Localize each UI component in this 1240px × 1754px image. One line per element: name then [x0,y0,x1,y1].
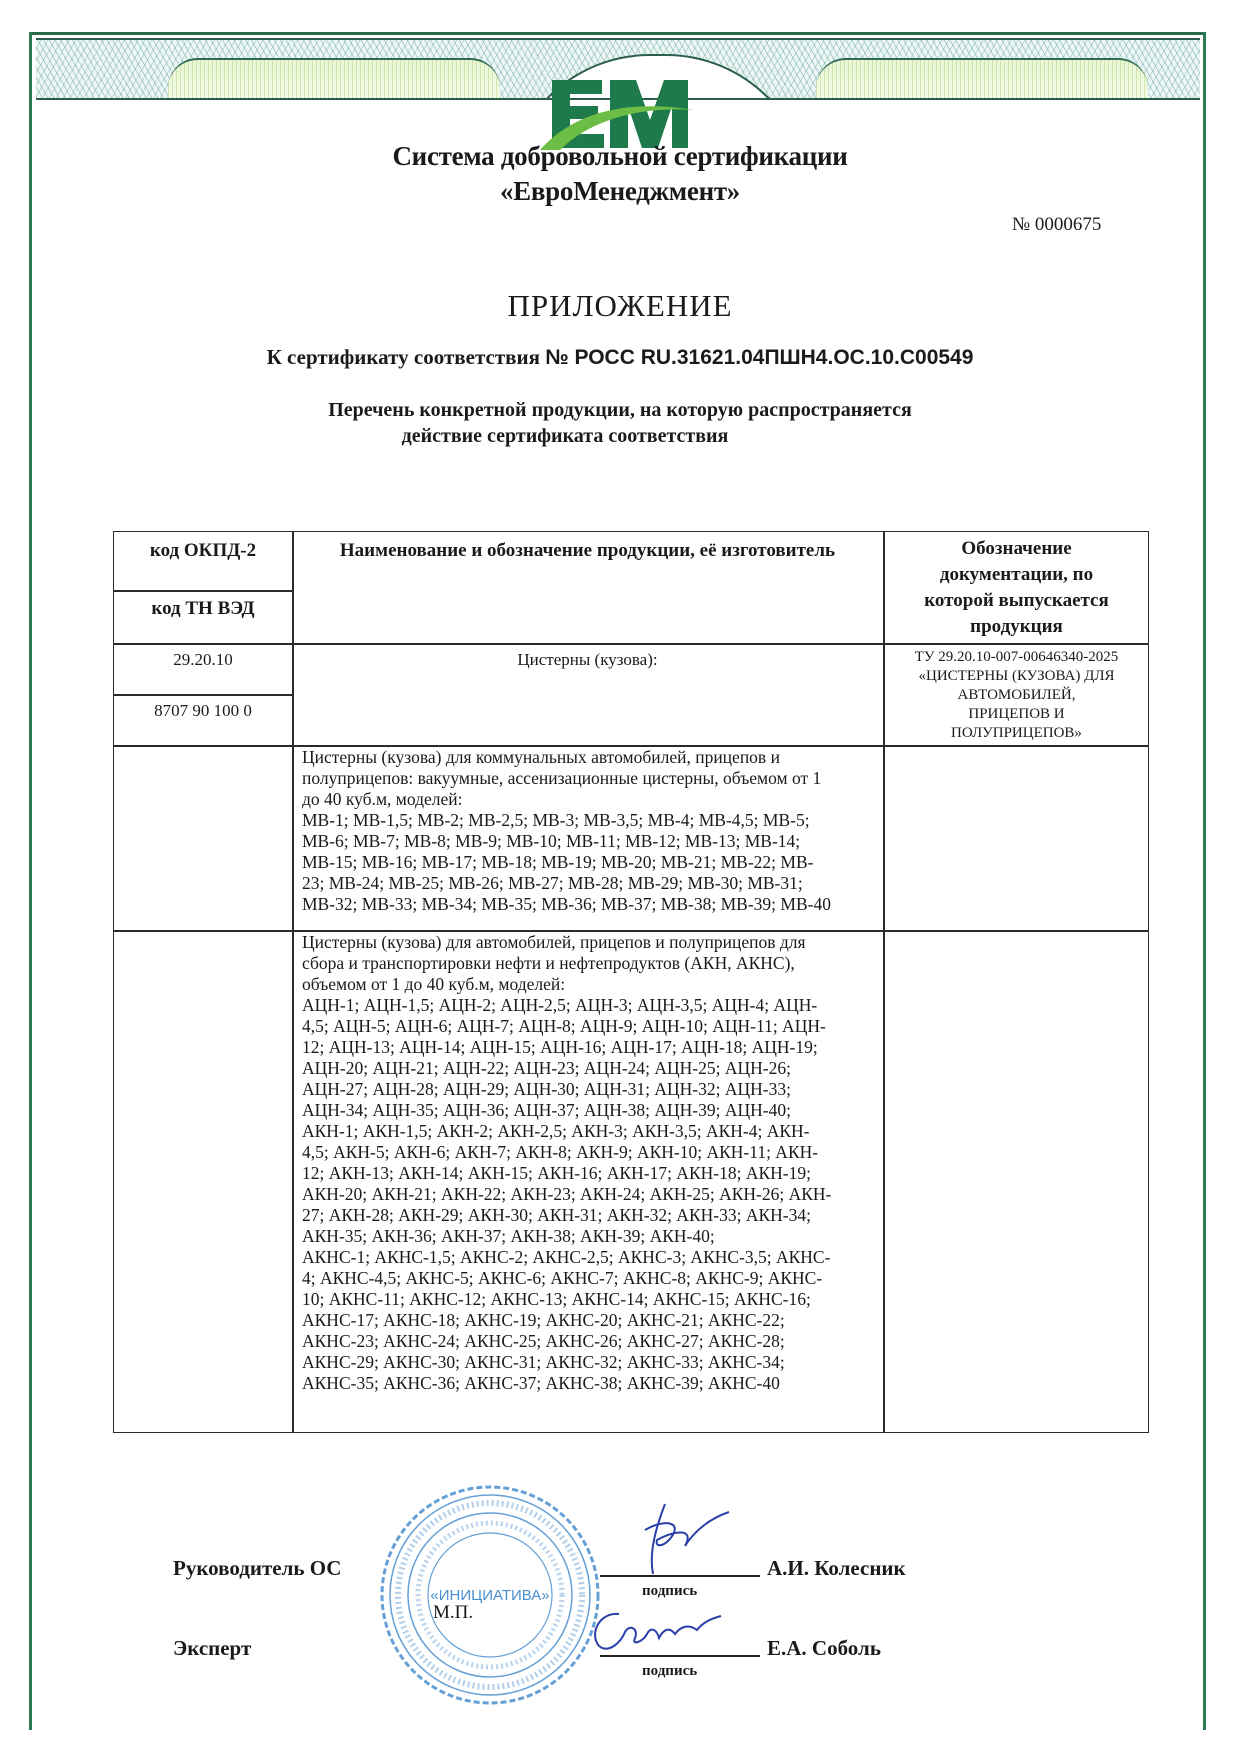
head-role-label: Руководитель ОС [173,1556,342,1580]
header-doc-line: документации, по [939,564,1094,585]
text-line: АКНС-1; АКНС-1,5; АКНС-2; АКНС-2,5; АКНС-3; АКНС-3,5; АКНС- [302,1247,831,1267]
text-line: АКНС-23; АКНС-24; АКНС-25; АКНС-26; АКНС-27; АКНС-28; [302,1331,785,1351]
stamp-mp-label: М.П. [433,1602,474,1623]
text-line: МВ-15; МВ-16; МВ-17; МВ-18; МВ-19; МВ-20; МВ-21; МВ-22; МВ- [302,852,814,872]
text-line: АКН-20; АКН-21; АКН-22; АКН-23; АКН-24; АКН-25; АКН-26; АКН- [302,1184,832,1204]
row1-documentation [883,648,1150,743]
doc-line: ПРИЦЕПОВ И [968,706,1065,722]
row2-product-description [292,747,883,915]
banner-panel-right [816,58,1148,100]
document-number: № 0000675 [1012,214,1102,235]
text-line: АЦН-1; АЦН-1,5; АЦН-2; АЦН-2,5; АЦН-3; АЦН-3,5; АЦН-4; АЦН- [302,995,818,1015]
text-line: 4,5; АКН-5; АКН-6; АКН-7; АКН-8; АКН-9; АКН-10; АКН-11; АКН- [302,1142,819,1162]
text-line: Цистерны (кузова) для автомобилей, прицепов и полуприцепов для [302,932,806,952]
stamp-text: «ИНИЦИАТИВА» [430,1587,550,1604]
text-line: 4; АКНС-4,5; АКНС-5; АКНС-6; АКНС-7; АКНС-8; АКНС-9; АКНС- [302,1268,823,1288]
expert-name: Е.А. Соболь [767,1636,881,1660]
head-signature-caption: подпись [642,1583,698,1599]
org-name-line1: Система добровольной сертификации [392,141,848,171]
org-name-line2: «ЕвроМенеджмент» [499,176,741,206]
text-line: Цистерны (кузова) для коммунальных автомобилей, прицепов и [302,747,780,767]
text-line: АКНС-17; АКНС-18; АКНС-19; АКНС-20; АКНС-21; АКНС-22; [302,1310,785,1330]
text-line: до 40 куб.м, моделей: [302,789,463,809]
doc-line: ПОЛУПРИЦЕПОВ» [951,725,1082,741]
text-line: АЦН-20; АЦН-21; АЦН-22; АЦН-23; АЦН-24; АЦН-25; АЦН-26; [302,1058,791,1078]
header-code-divider [114,590,292,592]
doc-line: АВТОМОБИЛЕЙ, [957,687,1076,703]
text-line: полуприцепов: вакуумные, ассенизационные цистерны, объемом от 1 [302,768,822,788]
scope-heading [0,397,1240,449]
header-doc-line: продукция [970,616,1063,637]
text-line: 12; АЦН-13; АЦН-14; АЦН-15; АЦН-16; АЦН-17; АЦН-18; АЦН-19; [302,1037,818,1057]
certificate-reference [0,345,1240,370]
head-name: А.И. Колесник [767,1556,906,1580]
header-doc-line: которой выпускается [924,590,1109,611]
text-line: АКН-1; АКН-1,5; АКН-2; АКН-2,5; АКН-3; АКН-3,5; АКН-4; АКН- [302,1121,810,1141]
products-table [113,531,1149,1433]
text-line: 4,5; АЦН-5; АЦН-6; АЦН-7; АЦН-8; АЦН-9; АЦН-10; АЦН-11; АЦН- [302,1016,826,1036]
text-line: 27; АКН-28; АКН-29; АКН-30; АКН-31; АКН-32; АКН-33; АКН-34; [302,1205,811,1225]
header-tnved: код ТН ВЭД [151,598,255,619]
scope-line1: Перечень конкретной продукции, на которую распространяется [328,399,912,421]
scope-line2: действие сертификата соответствия [401,425,729,447]
page-title: ПРИЛОЖЕНИЕ [507,288,733,323]
header-okpd: код ОКПД-2 [149,540,257,561]
organization-stamp-icon [378,1483,602,1707]
row1-okpd-code: 29.20.10 [173,650,233,669]
expert-signature-icon [585,1608,725,1658]
text-line: 10; АКНС-11; АКНС-12; АКНС-13; АКНС-14; АКНС-15; АКНС-16; [302,1289,811,1309]
text-line: АЦН-34; АЦН-35; АЦН-36; АЦН-37; АЦН-38; АЦН-39; АЦН-40; [302,1100,791,1120]
text-line: сбора и транспортировки нефти и нефтепродуктов (АКН, АКНС), [302,953,795,973]
page-frame-right [1203,32,1206,1730]
row1-code-divider [114,694,292,696]
page-frame-top [29,32,1206,35]
expert-signature-caption: подпись [642,1663,698,1679]
header-doc-line: Обозначение [961,538,1072,559]
text-line: МВ-1; МВ-1,5; МВ-2; МВ-2,5; МВ-3; МВ-3,5; МВ-4; МВ-4,5; МВ-5; [302,810,810,830]
text-line: МВ-32; МВ-33; МВ-34; МВ-35; МВ-36; МВ-37; МВ-38; МВ-39; МВ-40 [302,894,831,914]
text-line: 23; МВ-24; МВ-25; МВ-26; МВ-27; МВ-28; МВ-29; МВ-30; МВ-31; [302,873,803,893]
doc-line: «ЦИСТЕРНЫ (КУЗОВА) ДЛЯ [918,668,1115,684]
text-line: 12; АКН-13; АКН-14; АКН-15; АКН-16; АКН-17; АКН-18; АКН-19; [302,1163,811,1183]
text-line: АКНС-35; АКНС-36; АКНС-37; АКНС-38; АКНС-39; АКНС-40 [302,1373,780,1393]
banner-panel-left [168,58,500,100]
head-signature-icon [625,1500,735,1580]
row1-product-name: Цистерны (кузова): [517,650,658,669]
text-line: АКНС-29; АКНС-30; АКНС-31; АКНС-32; АКНС-33; АКНС-34; [302,1352,785,1372]
text-line: объемом от 1 до 40 куб.м, моделей: [302,974,566,994]
text-line: АЦН-27; АЦН-28; АЦН-29; АЦН-30; АЦН-31; АЦН-32; АЦН-33; [302,1079,791,1099]
row1-tnved-code: 8707 90 100 0 [154,701,252,720]
text-line: МВ-6; МВ-7; МВ-8; МВ-9; МВ-10; МВ-11; МВ-12; МВ-13; МВ-14; [302,831,801,851]
page-frame-left [29,32,32,1730]
header-bottom-line [114,643,1148,645]
certificate-number: № РОСС RU.31621.04ПШН4.ОС.10.С00549 [545,346,974,369]
certificate-prefix: К сертификату соответствия [266,345,546,369]
doc-line: ТУ 29.20.10-007-00646340-2025 [914,649,1119,665]
expert-role-label: Эксперт [173,1636,252,1660]
header-product-name: Наименование и обозначение продукции, её изготовитель [339,540,836,561]
text-line: АКН-35; АКН-36; АКН-37; АКН-38; АКН-39; АКН-40; [302,1226,715,1246]
row3-product-description [292,932,883,1394]
header-documentation [883,536,1150,640]
